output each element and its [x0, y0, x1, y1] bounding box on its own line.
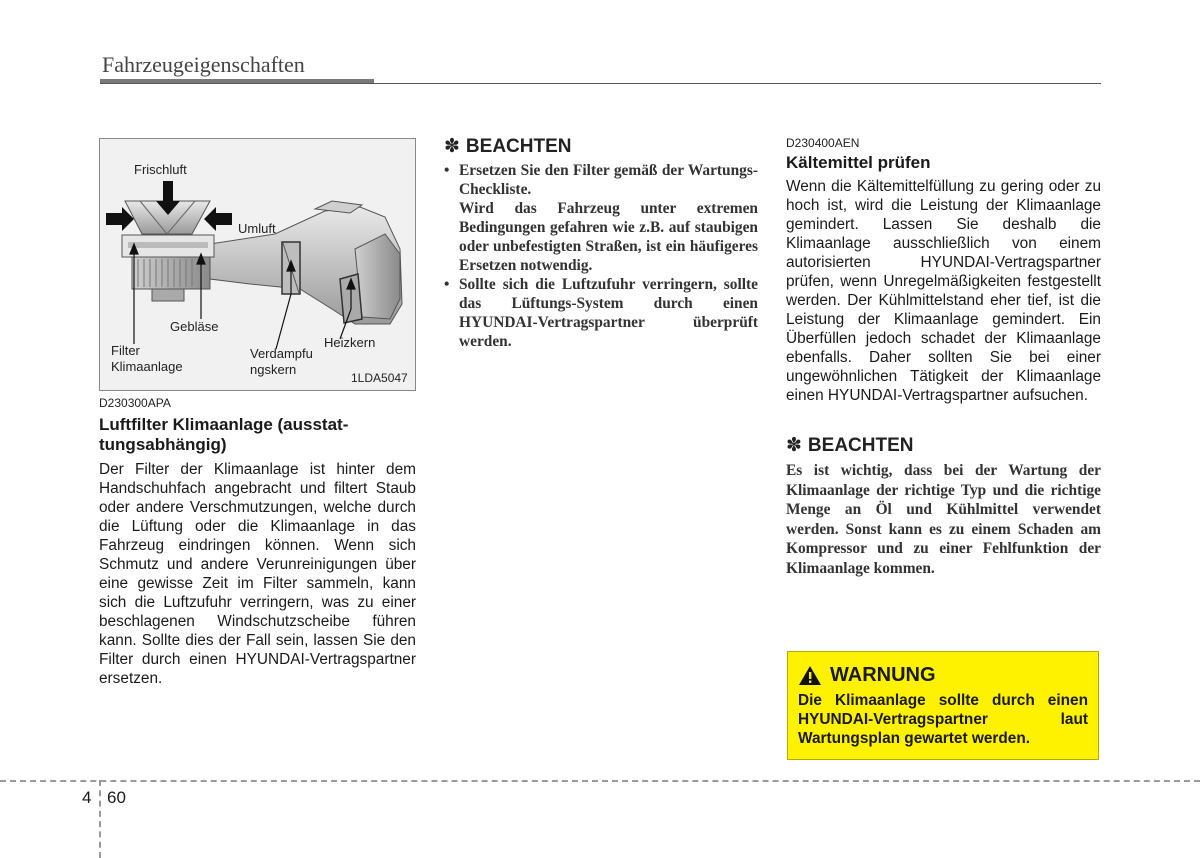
section-code: D230400AEN — [786, 136, 860, 150]
figure-code: 1LDA5047 — [351, 371, 408, 385]
page-number: 60 — [107, 788, 126, 807]
column-right — [786, 136, 1101, 578]
warning-body: Die Klimaanlage sollte durch einen HYUNDAI-Vertragspartner laut Wartungsplan gewartet werden. — [798, 692, 1088, 747]
footer-divider — [99, 780, 101, 858]
label-filter — [111, 343, 183, 375]
header-title: Fahrzeugeigenschaften — [102, 52, 305, 77]
header-rule — [100, 83, 1101, 84]
label-filter-line1: Filter — [111, 343, 140, 358]
section-heading: Luftfilter Klimaanlage (ausstat-tungsabhängig) — [99, 415, 349, 454]
section-code: D230300APA — [99, 396, 171, 410]
note-heading-label: BEACHTEN — [465, 136, 572, 157]
note-heading — [444, 136, 758, 158]
section-body: Wenn die Kältemittelfüllung zu gering oder zu hoch ist, wird die Leistung der Klimaanlage gemindert. Lassen Sie deshalb die Klimaanlage ausschließlich von einem autorisierten HYUNDAI-Vertragspartner prüfen, wenn Unregelmäßigkeiten festgestellt werden. Der Kühlmittelstand eher tief, ist die Leistung der Klimaanlage gemindert. Ein Überfüllen jedoch schadet der Klimaanlage ebenfalls. Daher sollten Sie bei einer ungewöhnlichen Tätigkeit der Klimaanlage einen HYUNDAI-Vertragspartner aufsuchen. — [786, 178, 1101, 404]
note-heading-label: BEACHTEN — [807, 435, 914, 456]
hvac-diagram — [99, 138, 416, 391]
label-umluft: Umluft — [238, 221, 276, 236]
section-heading: Kältemittel prüfen — [786, 153, 931, 172]
note-body: Es ist wichtig, dass bei der Wartung der Klimaanlage der richtige Typ und die richtige Menge an Öl und Kühlmittel verwendet werden. Sonst kann es zu einem Schaden am Kompressor und zu einer Fehlfunktion der Klimaanlage kommen. — [786, 462, 1101, 577]
warning-box — [787, 651, 1099, 760]
note-list — [444, 161, 758, 351]
label-filter-line2: Klimaanlage — [111, 359, 183, 374]
bullet-icon: • — [444, 276, 450, 293]
footer-rule — [0, 780, 1200, 782]
bullet-icon: • — [444, 162, 450, 179]
list-item — [444, 275, 758, 351]
note-item-text: Ersetzen Sie den Filter gemäß der Wartungs-Checkliste. — [459, 162, 758, 198]
label-geblaese: Gebläse — [170, 319, 219, 334]
note-item-text: Wird das Fahrzeug unter extremen Bedingungen gefahren wie z.B. auf staubigen oder unbefestigten Straßen, ist ein häufigeres Ersetzen notwendig. — [459, 200, 758, 274]
section-body: Der Filter der Klimaanlage ist hinter dem Handschuhfach angebracht und filtert Staub oder andere Verschmutzungen, welche durch die Lüftung oder die Klimaanlage in das Fahrzeug eindringen können. Wenn sich Schmutz und andere Verunreinigungen über eine gewisse Zeit im Filter sammeln, kann sich die Luftzufuhr verringern, was zu einer beschlagenen Windschutzscheibe führen kann. Sollte dies der Fall sein, lassen Sie den Filter durch einen HYUNDAI-Vertragspartner ersetzen. — [99, 461, 416, 687]
column-left — [99, 138, 416, 688]
label-heizkern: Heizkern — [324, 335, 376, 350]
label-verdampfer-line1: Verdampfu — [250, 346, 313, 361]
warning-title-label: WARNUNG — [830, 664, 936, 686]
warning-icon — [798, 665, 822, 686]
label-verdampfer — [250, 346, 313, 378]
star-icon: ✽ — [786, 435, 802, 456]
label-verdampfer-line2: ngskern — [250, 362, 297, 377]
column-middle — [444, 136, 758, 351]
label-frischluft: Frischluft — [134, 162, 187, 177]
note-item-text: Sollte sich die Luftzufuhr verringern, sollte das Lüftungs-System durch einen HYUNDAI-Vertragspartner überprüft werden. — [459, 276, 758, 350]
note-heading — [786, 435, 1101, 457]
warning-title — [798, 664, 1088, 687]
star-icon: ✽ — [444, 136, 460, 157]
list-item — [444, 161, 758, 275]
chapter-number: 4 — [82, 788, 92, 807]
